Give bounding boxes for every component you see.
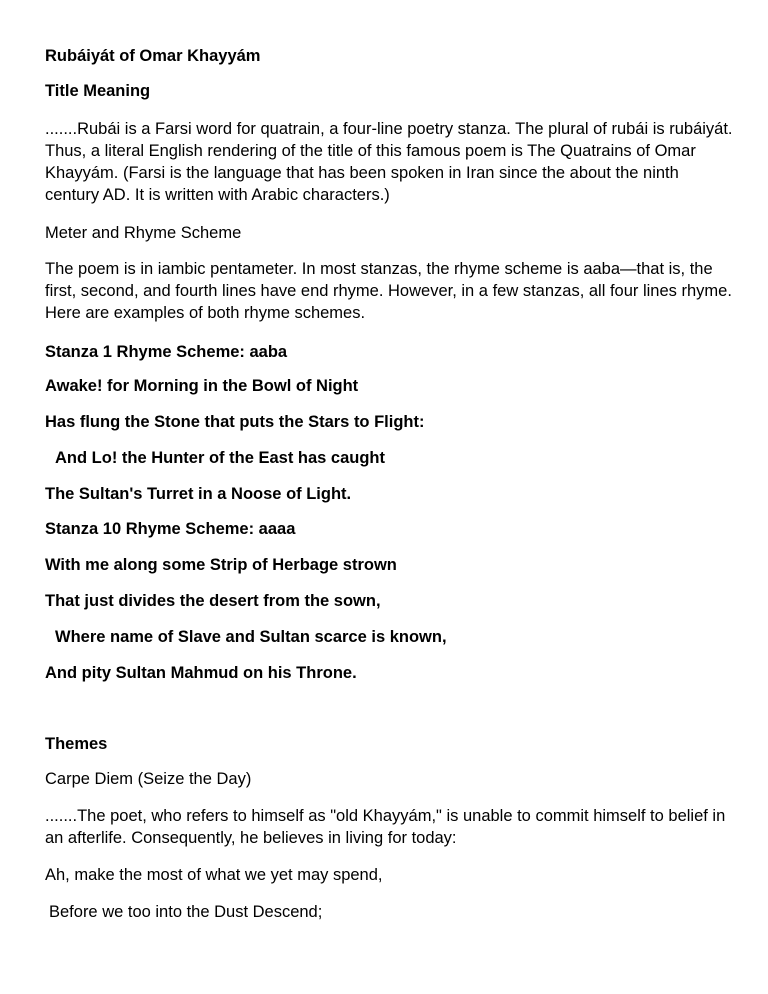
document-title: Rubáiyát of Omar Khayyám <box>45 47 261 65</box>
quote-line-2: Before we too into the Dust Descend; <box>49 903 323 921</box>
quote-line-1: Ah, make the most of what we yet may spend, <box>45 866 383 884</box>
stanza1-line-1: Awake! for Morning in the Bowl of Night <box>45 377 359 395</box>
stanza1-line-3: And Lo! the Hunter of the East has caught <box>55 449 386 467</box>
stanza10-line-4: And pity Sultan Mahmud on his Throne. <box>45 664 357 682</box>
title-meaning-heading: Title Meaning <box>45 82 151 100</box>
stanza1-heading: Stanza 1 Rhyme Scheme: aaba <box>45 343 288 361</box>
stanza10-line-2: That just divides the desert from the sown, <box>45 592 381 610</box>
meter-paragraph: The poem is in iambic pentameter. In most stanzas, the rhyme scheme is aaba—that is, the first, second, and fourth lines have end rhyme. However, in a few stanzas, all four lines rhyme. Here are examples of both rhyme schemes. <box>45 260 732 322</box>
stanza1-line-4: The Sultan's Turret in a Noose of Light. <box>45 485 352 503</box>
carpe-diem-heading: Carpe Diem (Seize the Day) <box>45 770 252 788</box>
themes-heading: Themes <box>45 735 108 753</box>
title-meaning-paragraph: .......Rubái is a Farsi word for quatrain, a four-line poetry stanza. The plural of rubái is rubáiyát. Thus, a literal English rendering of the title of this famous poem is The Quatrains of Omar Khayyám. (Farsi is the language that has been spoken in Iran since the about the ninth century AD. It is written with Arabic characters.) <box>45 120 733 204</box>
stanza1-line-2: Has flung the Stone that puts the Stars to Flight: <box>45 413 425 431</box>
meter-heading: Meter and Rhyme Scheme <box>45 224 242 242</box>
stanza10-line-3: Where name of Slave and Sultan scarce is known, <box>55 628 447 646</box>
carpe-diem-paragraph: .......The poet, who refers to himself as "old Khayyám," is unable to commit himself to belief in an afterlife. Consequently, he believes in living for today: <box>45 807 726 847</box>
stanza10-heading: Stanza 10 Rhyme Scheme: aaaa <box>45 520 296 538</box>
stanza10-line-1: With me along some Strip of Herbage strown <box>45 556 397 574</box>
